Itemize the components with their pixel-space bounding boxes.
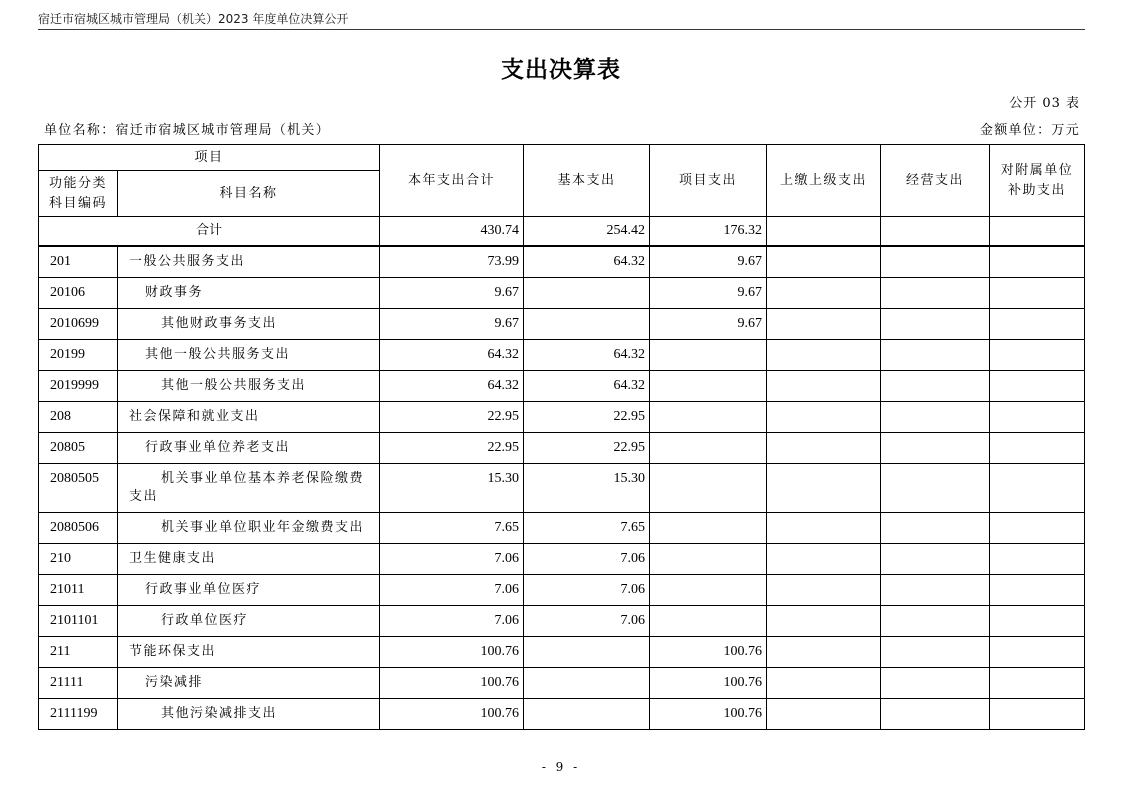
cell-project: 9.67 [650, 277, 767, 308]
header-subsidiary-line-2: 补助支出 [1008, 182, 1067, 198]
cell-business [881, 308, 990, 339]
cell-subsidiary [990, 574, 1085, 605]
page-title: 支出决算表 [501, 56, 621, 83]
header-project-expenditure: 项目支出 [650, 145, 767, 217]
header-total-expenditure: 本年支出合计 [380, 145, 524, 217]
cell-subject-name: 其他污染减排支出 [118, 698, 380, 729]
cell-subsidiary [990, 512, 1085, 543]
header-subsidiary-line-1: 对附属单位 [1000, 162, 1074, 178]
header-function-code [39, 171, 118, 217]
total-project: 176.32 [650, 217, 767, 246]
cell-business [881, 339, 990, 370]
cell-total: 100.76 [380, 636, 524, 667]
cell-subsidiary [990, 432, 1085, 463]
cell-basic: 64.32 [524, 339, 650, 370]
unit-name: 单位名称：宿迁市宿城区城市管理局（机关） [44, 123, 331, 138]
cell-business [881, 543, 990, 574]
cell-basic [524, 636, 650, 667]
cell-subject-name: 污染减排 [118, 667, 380, 698]
cell-subject-name: 行政单位医疗 [118, 605, 380, 636]
cell-project [650, 370, 767, 401]
cell-total: 7.06 [380, 605, 524, 636]
cell-subject-name: 其他一般公共服务支出 [118, 370, 380, 401]
cell-basic: 64.32 [524, 246, 650, 278]
cell-total: 9.67 [380, 277, 524, 308]
header-basic-expenditure: 基本支出 [524, 145, 650, 217]
total-basic: 254.42 [524, 217, 650, 246]
cell-subsidiary [990, 370, 1085, 401]
cell-code: 2080505 [39, 463, 118, 512]
cell-code: 2080506 [39, 512, 118, 543]
cell-upper [767, 370, 881, 401]
cell-subsidiary [990, 463, 1085, 512]
total-label: 合计 [39, 217, 380, 246]
header-divider [38, 29, 1085, 30]
cell-upper [767, 308, 881, 339]
cell-business [881, 698, 990, 729]
cell-upper [767, 463, 881, 512]
cell-code: 208 [39, 401, 118, 432]
cell-code: 210 [39, 543, 118, 574]
header-upper-remittance: 上缴上级支出 [767, 145, 881, 217]
header-row-1 [39, 145, 1085, 171]
cell-business [881, 277, 990, 308]
cell-project: 100.76 [650, 667, 767, 698]
page-number: - 9 - [541, 760, 581, 774]
cell-business [881, 370, 990, 401]
cell-basic: 7.65 [524, 512, 650, 543]
cell-basic [524, 308, 650, 339]
cell-total: 73.99 [380, 246, 524, 278]
cell-project [650, 432, 767, 463]
cell-subject-name: 机关事业单位职业年金缴费支出 [118, 512, 380, 543]
table-row [39, 667, 1085, 698]
cell-upper [767, 698, 881, 729]
cell-code: 2111199 [39, 698, 118, 729]
table-row [39, 370, 1085, 401]
expenditure-table [38, 144, 1085, 730]
cell-project [650, 463, 767, 512]
cell-subsidiary [990, 401, 1085, 432]
cell-basic: 7.06 [524, 605, 650, 636]
cell-subsidiary [990, 246, 1085, 278]
cell-upper [767, 512, 881, 543]
cell-upper [767, 543, 881, 574]
table-row [39, 636, 1085, 667]
cell-basic: 7.06 [524, 574, 650, 605]
cell-basic [524, 698, 650, 729]
cell-total: 7.65 [380, 512, 524, 543]
header-business-expenditure: 经营支出 [881, 145, 990, 217]
cell-basic [524, 667, 650, 698]
cell-subject-name: 卫生健康支出 [118, 543, 380, 574]
cell-basic [524, 277, 650, 308]
cell-business [881, 636, 990, 667]
cell-subsidiary [990, 277, 1085, 308]
page-header: 宿迁市宿城区城市管理局（机关）2023 年度单位决算公开 [38, 12, 349, 26]
cell-total: 22.95 [380, 401, 524, 432]
cell-project [650, 401, 767, 432]
cell-code: 21011 [39, 574, 118, 605]
cell-subject-name: 其他一般公共服务支出 [118, 339, 380, 370]
cell-subsidiary [990, 339, 1085, 370]
cell-upper [767, 401, 881, 432]
cell-code: 2019999 [39, 370, 118, 401]
cell-business [881, 512, 990, 543]
cell-subsidiary [990, 308, 1085, 339]
cell-total: 22.95 [380, 432, 524, 463]
cell-project: 9.67 [650, 308, 767, 339]
cell-upper [767, 246, 881, 278]
cell-upper [767, 432, 881, 463]
cell-subsidiary [990, 698, 1085, 729]
cell-total: 7.06 [380, 574, 524, 605]
cell-business [881, 605, 990, 636]
cell-project: 100.76 [650, 636, 767, 667]
cell-total: 7.06 [380, 543, 524, 574]
cell-subject-name: 一般公共服务支出 [118, 246, 380, 278]
cell-subsidiary [990, 667, 1085, 698]
cell-total: 9.67 [380, 308, 524, 339]
total-subsidiary [990, 217, 1085, 246]
cell-code: 2010699 [39, 308, 118, 339]
cell-business [881, 401, 990, 432]
cell-code: 21111 [39, 667, 118, 698]
cell-subject-name: 社会保障和就业支出 [118, 401, 380, 432]
cell-code: 201 [39, 246, 118, 278]
cell-code: 2101101 [39, 605, 118, 636]
total-upper [767, 217, 881, 246]
cell-project [650, 543, 767, 574]
table-row [39, 574, 1085, 605]
cell-business [881, 432, 990, 463]
table-row [39, 605, 1085, 636]
cell-subject-name: 财政事务 [118, 277, 380, 308]
table-row [39, 543, 1085, 574]
cell-project [650, 339, 767, 370]
cell-upper [767, 277, 881, 308]
header-item: 项目 [39, 145, 380, 171]
table-row [39, 432, 1085, 463]
cell-code: 20805 [39, 432, 118, 463]
cell-subsidiary [990, 605, 1085, 636]
cell-project [650, 605, 767, 636]
cell-business [881, 246, 990, 278]
table-row [39, 277, 1085, 308]
cell-code: 20199 [39, 339, 118, 370]
cell-basic: 7.06 [524, 543, 650, 574]
table-row [39, 512, 1085, 543]
cell-subsidiary [990, 636, 1085, 667]
cell-business [881, 667, 990, 698]
form-number: 公开 03 表 [1009, 96, 1080, 111]
table-row [39, 463, 1085, 512]
cell-upper [767, 605, 881, 636]
cell-upper [767, 574, 881, 605]
cell-basic: 22.95 [524, 432, 650, 463]
cell-subject-name: 行政事业单位医疗 [118, 574, 380, 605]
cell-upper [767, 636, 881, 667]
header-function-code-line-2: 科目编码 [48, 195, 107, 211]
cell-project: 100.76 [650, 698, 767, 729]
cell-subject-name: 机关事业单位基本养老保险缴费支出 [118, 463, 380, 512]
cell-total: 100.76 [380, 698, 524, 729]
amount-unit: 金额单位：万元 [979, 123, 1080, 138]
cell-basic: 64.32 [524, 370, 650, 401]
header-function-code-line-1: 功能分类 [48, 175, 107, 191]
header-subject-name: 科目名称 [118, 171, 380, 217]
total-amount: 430.74 [380, 217, 524, 246]
cell-project: 9.67 [650, 246, 767, 278]
cell-code: 211 [39, 636, 118, 667]
cell-subject-name: 节能环保支出 [118, 636, 380, 667]
cell-project [650, 574, 767, 605]
cell-business [881, 463, 990, 512]
cell-total: 100.76 [380, 667, 524, 698]
table-row [39, 401, 1085, 432]
cell-subject-name: 行政事业单位养老支出 [118, 432, 380, 463]
cell-basic: 22.95 [524, 401, 650, 432]
cell-business [881, 574, 990, 605]
table-row [39, 246, 1085, 278]
table-row [39, 698, 1085, 729]
cell-upper [767, 667, 881, 698]
total-row [39, 217, 1085, 246]
table-row [39, 339, 1085, 370]
cell-code: 20106 [39, 277, 118, 308]
cell-total: 15.30 [380, 463, 524, 512]
cell-subject-name: 其他财政事务支出 [118, 308, 380, 339]
cell-total: 64.32 [380, 370, 524, 401]
header-subsidiary-subsidy [990, 145, 1085, 217]
cell-project [650, 512, 767, 543]
table-row [39, 308, 1085, 339]
cell-subsidiary [990, 543, 1085, 574]
cell-total: 64.32 [380, 339, 524, 370]
cell-basic: 15.30 [524, 463, 650, 512]
total-business [881, 217, 990, 246]
cell-upper [767, 339, 881, 370]
